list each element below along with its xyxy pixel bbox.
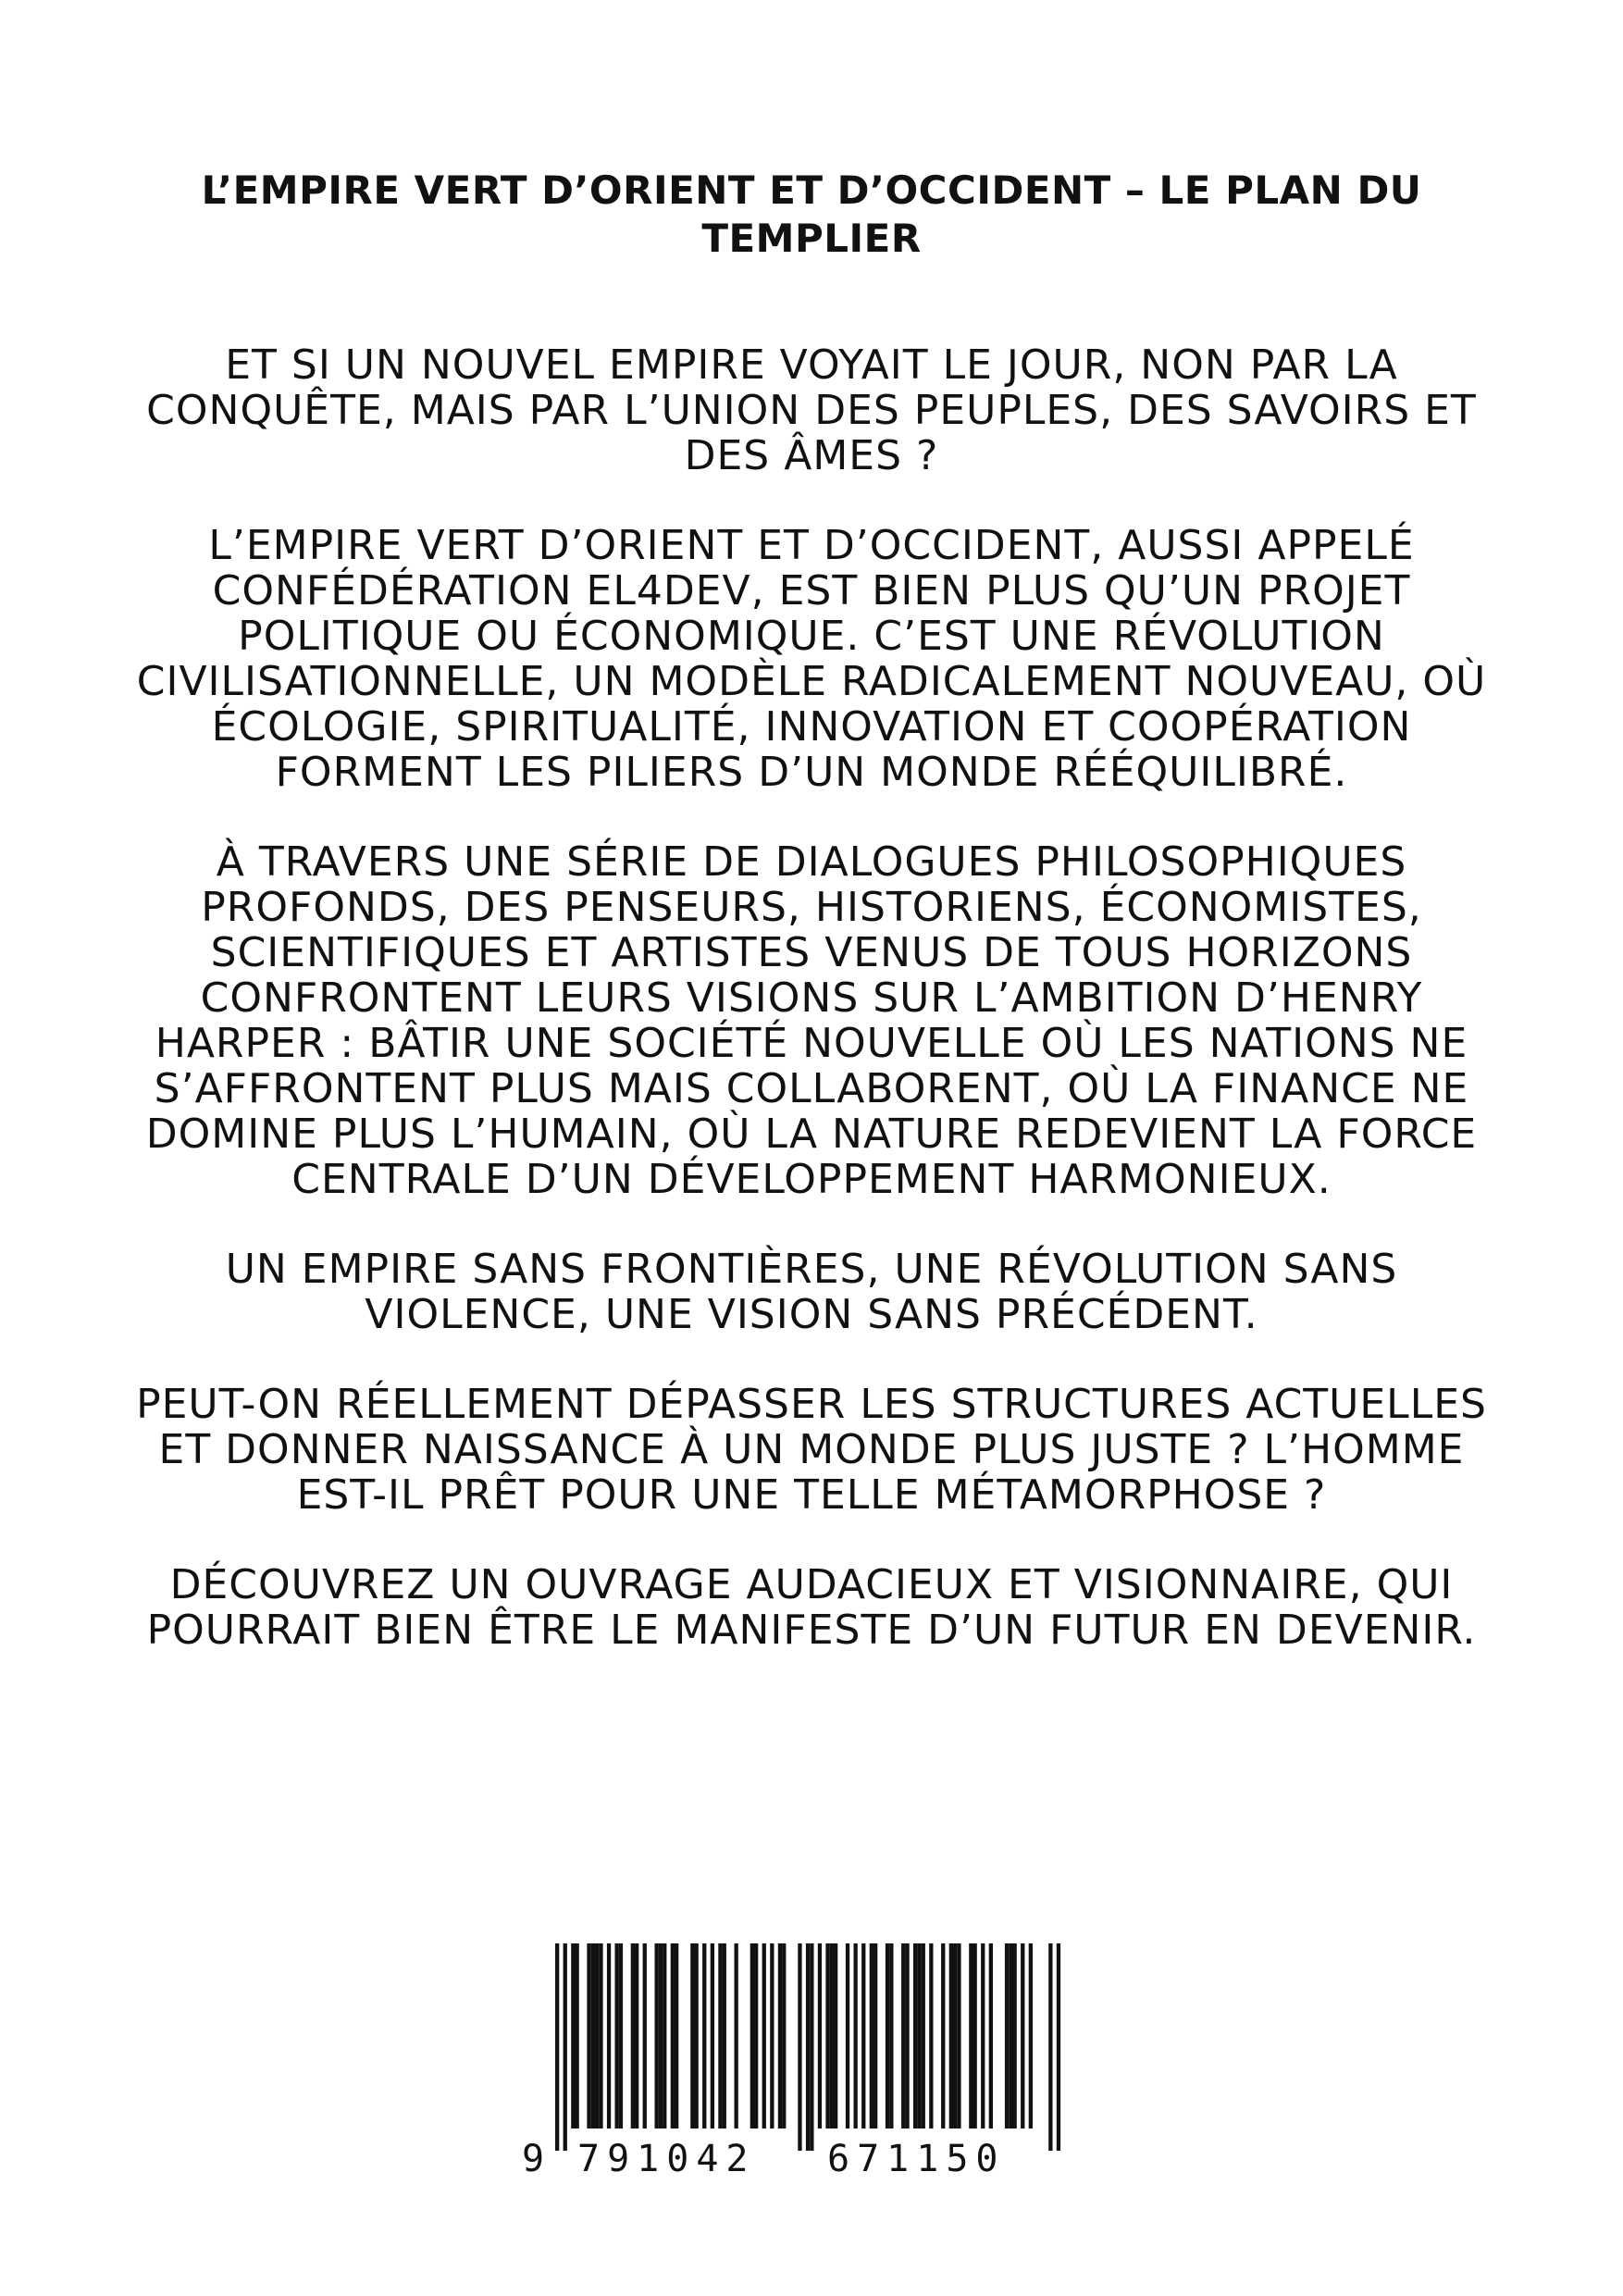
barcode-bar (798, 1943, 801, 2151)
barcode-bar (762, 1943, 766, 2128)
barcode-bar (555, 1943, 559, 2151)
barcode-bar (770, 1943, 774, 2128)
barcode-bar (671, 1943, 675, 2128)
barcode-bar (953, 1943, 957, 2128)
barcode-bar (981, 1943, 985, 2128)
barcode-bar (922, 1943, 925, 2128)
barcode-bar (1048, 1943, 1052, 2151)
barcode-bar (595, 1943, 599, 2128)
barcode-bar (1057, 1943, 1060, 2151)
barcode-right-group: 671150 (824, 2136, 1010, 2182)
barcode-number (518, 2136, 1073, 2182)
book-title: L’EMPIRE VERT D’ORIENT ET D’OCCIDENT – LE PLAN DU TEMPLIER (201, 168, 1422, 261)
barcode-bar (643, 1943, 647, 2128)
barcode-bar (917, 1943, 921, 2128)
barcode-bar (711, 1943, 714, 2128)
barcode-bar (889, 1943, 893, 2128)
barcode-bar (778, 1943, 782, 2128)
barcode-bar (1009, 1943, 1012, 2128)
isbn-barcode (518, 1943, 1073, 2180)
barcode-bar (913, 1943, 917, 2128)
barcode-bar (806, 1943, 810, 2151)
barcode-bar (834, 1943, 837, 2128)
barcode-bar (723, 1943, 726, 2128)
barcode-bar (702, 1943, 706, 2128)
barcode-bar (754, 1943, 758, 2128)
barcode-bar (599, 1943, 602, 2128)
barcode-bar (1013, 1943, 1017, 2128)
blurb-paragraph-2: L’EMPIRE VERT D’ORIENT ET D’OCCIDENT, AUSSI APPELÉ CONFÉDÉRATION EL4DEV, EST BIEN PLUS QU’UN PROJET POLITIQUE OU ÉCONOMIQUE. C’EST UNE RÉVOLUTION CIVILISATIONNELLE, UN MODÈLE RADICALEMENT NOUVEAU, OÙ ÉCOLOGIE, SPIRITUALITÉ, INNOVATION ET COOPÉRATION FORMENT LES PILIERS D’UN MONDE RÉÉQUILIBRÉ. (136, 522, 1487, 796)
barcode-bar (929, 1943, 933, 2128)
blurb-paragraph-5: PEUT-ON RÉELLEMENT DÉPASSER LES STRUCTURES ACTUELLES ET DONNER NAISSANCE À UN MONDE PLUS JUSTE ? L’HOMME EST-IL PRÊT POUR UNE TELLE MÉTAMORPHOSE ? (136, 1381, 1487, 1519)
barcode-bar (576, 1943, 579, 2128)
barcode-bar (1021, 1943, 1024, 2128)
barcode-bar (905, 1943, 909, 2128)
blurb (120, 342, 1503, 1697)
barcode-bar (690, 1943, 694, 2128)
barcode-bar (870, 1943, 873, 2128)
barcode-bars (518, 1943, 1073, 2154)
barcode-bar (810, 1943, 813, 2151)
barcode-bar (989, 1943, 993, 2128)
barcode-bar (619, 1943, 623, 2128)
barcode-bar (631, 1943, 635, 2128)
barcode-bar (635, 1943, 638, 2128)
barcode-bar (957, 1943, 960, 2128)
barcode-bar (782, 1943, 786, 2128)
barcode-bar (659, 1943, 663, 2128)
barcode-bar (825, 1943, 829, 2128)
barcode-bar (591, 1943, 595, 2128)
barcode-bar (1029, 1943, 1033, 2128)
barcode-bar (941, 1943, 945, 2128)
barcode-bar (675, 1943, 678, 2128)
barcode-bar (854, 1943, 858, 2128)
barcode-bar (655, 1943, 659, 2128)
barcode-first-digit: 9 (518, 2136, 548, 2182)
barcode-bar (901, 1943, 905, 2128)
barcode-bar (663, 1943, 666, 2128)
barcode-bar (873, 1943, 877, 2128)
barcode-bar (949, 1943, 953, 2128)
barcode-bar (564, 1943, 567, 2151)
blurb-paragraph-4: UN EMPIRE SANS FRONTIÈRES, UNE RÉVOLUTION SANS VIOLENCE, UNE VISION SANS PRÉCÉDENT. (225, 1246, 1398, 1338)
barcode-bar (1005, 1943, 1009, 2128)
blurb-paragraph-3: À TRAVERS UNE SÉRIE DE DIALOGUES PHILOSOPHIQUES PROFONDS, DES PENSEURS, HISTORIENS, ÉCONOMISTES, SCIENTIFIQUES ET ARTISTES VENUS DE TOUS HORIZONS CONFRONTENT LEURS VISIONS SUR L’AMBITION D’HENRY HARPER : BÂTIR UNE SOCIÉTÉ NOUVELLE OÙ LES NATIONS NE S’AFFRONTENT PLUS MAIS COLLABORENT, OÙ LA FINANCE NE DOMINE PLUS L’HUMAIN, OÙ LA NATURE REDEVIENT LA FORCE CENTRALE D’UN DÉVELOPPEMENT HARMONIEUX. (145, 838, 1478, 1203)
barcode-bar (571, 1943, 575, 2128)
barcode-bar (695, 1943, 699, 2128)
barcode-bar (607, 1943, 611, 2128)
barcode-bar (969, 1943, 973, 2128)
barcode-bar (615, 1943, 619, 2128)
barcode-bar (750, 1943, 754, 2128)
barcode-bar (735, 1943, 738, 2128)
barcode-bar (830, 1943, 834, 2128)
barcode-bar (846, 1943, 849, 2128)
barcode-bar (718, 1943, 722, 2128)
blurb-paragraph-6: DÉCOUVREZ UN OUVRAGE AUDACIEUX ET VISIONNAIRE, QUI POURRAIT BIEN ÊTRE LE MANIFESTE D’UN FUTUR EN DEVENIR. (146, 1561, 1477, 1654)
barcode-bar (861, 1943, 865, 2128)
barcode-bar (886, 1943, 889, 2128)
blurb-paragraph-1: ET SI UN NOUVEL EMPIRE VOYAIT LE JOUR, NON PAR LA CONQUÊTE, MAIS PAR L’UNION DES PEUPLES, DES SAVOIRS ET DES ÂMES ? (146, 341, 1477, 479)
barcode-bar (818, 1943, 822, 2128)
barcode-bar (587, 1943, 590, 2128)
barcode-bar (973, 1943, 977, 2128)
barcode-left-group: 791042 (574, 2136, 760, 2182)
